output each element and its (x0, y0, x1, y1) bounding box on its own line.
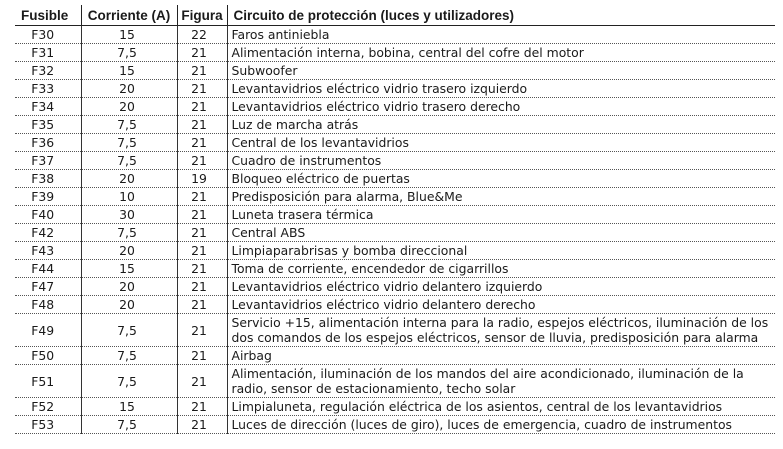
current-cell: 7,5 (81, 134, 177, 152)
figure-cell: 21 (177, 260, 227, 278)
fuse-cell: F53 (15, 416, 81, 434)
fuse-cell: F31 (15, 44, 81, 62)
figure-cell: 21 (177, 296, 227, 314)
current-cell: 20 (81, 278, 177, 296)
figure-cell: 21 (177, 188, 227, 206)
table-row (15, 398, 775, 416)
circuit-cell: Limpialuneta, regulación eléctrica de los asientos, central de los levantavidrios (227, 398, 775, 416)
current-cell: 20 (81, 98, 177, 116)
figure-cell: 19 (177, 170, 227, 188)
table-row (15, 98, 775, 116)
circuit-cell: Luces de dirección (luces de giro), luces de emergencia, cuadro de instrumentos (227, 416, 775, 434)
current-cell: 20 (81, 80, 177, 98)
circuit-cell: Levantavidrios eléctrico vidrio trasero izquierdo (227, 80, 775, 98)
fuse-cell: F50 (15, 347, 81, 365)
table-row (15, 416, 775, 434)
current-cell: 15 (81, 398, 177, 416)
fuse-cell: F48 (15, 296, 81, 314)
circuit-cell: Levantavidrios eléctrico vidrio delantero derecho (227, 296, 775, 314)
figure-cell: 21 (177, 224, 227, 242)
fuse-cell: F39 (15, 188, 81, 206)
fuse-table (15, 5, 775, 434)
circuit-cell: Levantavidrios eléctrico vidrio delantero izquierdo (227, 278, 775, 296)
circuit-cell: Luz de marcha atrás (227, 116, 775, 134)
table-row (15, 242, 775, 260)
fuse-cell: F33 (15, 80, 81, 98)
current-cell: 20 (81, 242, 177, 260)
circuit-cell: Alimentación, iluminación de los mandos del aire acondicionado, iluminación de la radio, sensor de estacionamiento, techo solar (227, 365, 775, 398)
header-row (15, 5, 775, 26)
fuse-cell: F43 (15, 242, 81, 260)
table-row (15, 314, 775, 347)
figure-cell: 21 (177, 398, 227, 416)
table-row (15, 347, 775, 365)
current-cell: 7,5 (81, 416, 177, 434)
fuse-cell: F35 (15, 116, 81, 134)
fuse-cell: F37 (15, 152, 81, 170)
table-header (15, 5, 775, 26)
figure-cell: 21 (177, 242, 227, 260)
figure-cell: 21 (177, 116, 227, 134)
table-row (15, 188, 775, 206)
circuit-cell: Central de los levantavidrios (227, 134, 775, 152)
table-row (15, 170, 775, 188)
circuit-cell: Luneta trasera térmica (227, 206, 775, 224)
table-row (15, 62, 775, 80)
table-row (15, 296, 775, 314)
fuse-cell: F51 (15, 365, 81, 398)
circuit-cell: Cuadro de instrumentos (227, 152, 775, 170)
table-row (15, 224, 775, 242)
current-cell: 15 (81, 62, 177, 80)
figure-cell: 21 (177, 44, 227, 62)
table-row (15, 26, 775, 44)
current-cell: 15 (81, 26, 177, 44)
current-cell: 20 (81, 296, 177, 314)
table-row (15, 44, 775, 62)
current-cell: 20 (81, 170, 177, 188)
circuit-cell: Bloqueo eléctrico de puertas (227, 170, 775, 188)
table-row (15, 152, 775, 170)
figure-cell: 21 (177, 206, 227, 224)
header-fuse: Fusible (15, 5, 81, 26)
circuit-cell: Limpiaparabrisas y bomba direccional (227, 242, 775, 260)
fuse-cell: F47 (15, 278, 81, 296)
circuit-cell: Alimentación interna, bobina, central del cofre del motor (227, 44, 775, 62)
figure-cell: 21 (177, 62, 227, 80)
table-row (15, 116, 775, 134)
fuse-cell: F32 (15, 62, 81, 80)
current-cell: 10 (81, 188, 177, 206)
figure-cell: 21 (177, 416, 227, 434)
current-cell: 7,5 (81, 44, 177, 62)
fuse-cell: F44 (15, 260, 81, 278)
fuse-cell: F40 (15, 206, 81, 224)
circuit-cell: Toma de corriente, encendedor de cigarrillos (227, 260, 775, 278)
header-current: Corriente (A) (81, 5, 177, 26)
figure-cell: 21 (177, 134, 227, 152)
table-row (15, 206, 775, 224)
fuse-cell: F38 (15, 170, 81, 188)
current-cell: 30 (81, 206, 177, 224)
table-row (15, 260, 775, 278)
figure-cell: 21 (177, 278, 227, 296)
current-cell: 7,5 (81, 347, 177, 365)
figure-cell: 21 (177, 365, 227, 398)
current-cell: 7,5 (81, 152, 177, 170)
figure-cell: 21 (177, 347, 227, 365)
table-row (15, 80, 775, 98)
fuse-cell: F52 (15, 398, 81, 416)
circuit-cell: Faros antiniebla (227, 26, 775, 44)
current-cell: 7,5 (81, 365, 177, 398)
table-row (15, 134, 775, 152)
fuse-cell: F36 (15, 134, 81, 152)
figure-cell: 21 (177, 98, 227, 116)
figure-cell: 21 (177, 152, 227, 170)
circuit-cell: Predisposición para alarma, Blue&Me (227, 188, 775, 206)
circuit-cell: Airbag (227, 347, 775, 365)
current-cell: 7,5 (81, 116, 177, 134)
header-circuit: Circuito de protección (luces y utilizadores) (227, 5, 775, 26)
current-cell: 7,5 (81, 314, 177, 347)
fuse-cell: F42 (15, 224, 81, 242)
current-cell: 15 (81, 260, 177, 278)
figure-cell: 21 (177, 314, 227, 347)
table-row (15, 278, 775, 296)
current-cell: 7,5 (81, 224, 177, 242)
circuit-cell: Central ABS (227, 224, 775, 242)
circuit-cell: Servicio +15, alimentación interna para la radio, espejos eléctricos, iluminación de los dos comandos de los espejos eléctricos, sensor de lluvia, predisposición para alarma (227, 314, 775, 347)
header-figure: Figura (177, 5, 227, 26)
table-body (15, 26, 775, 434)
figure-cell: 22 (177, 26, 227, 44)
figure-cell: 21 (177, 80, 227, 98)
table-row (15, 365, 775, 398)
fuse-cell: F30 (15, 26, 81, 44)
fuse-cell: F34 (15, 98, 81, 116)
fuse-cell: F49 (15, 314, 81, 347)
circuit-cell: Levantavidrios eléctrico vidrio trasero derecho (227, 98, 775, 116)
circuit-cell: Subwoofer (227, 62, 775, 80)
